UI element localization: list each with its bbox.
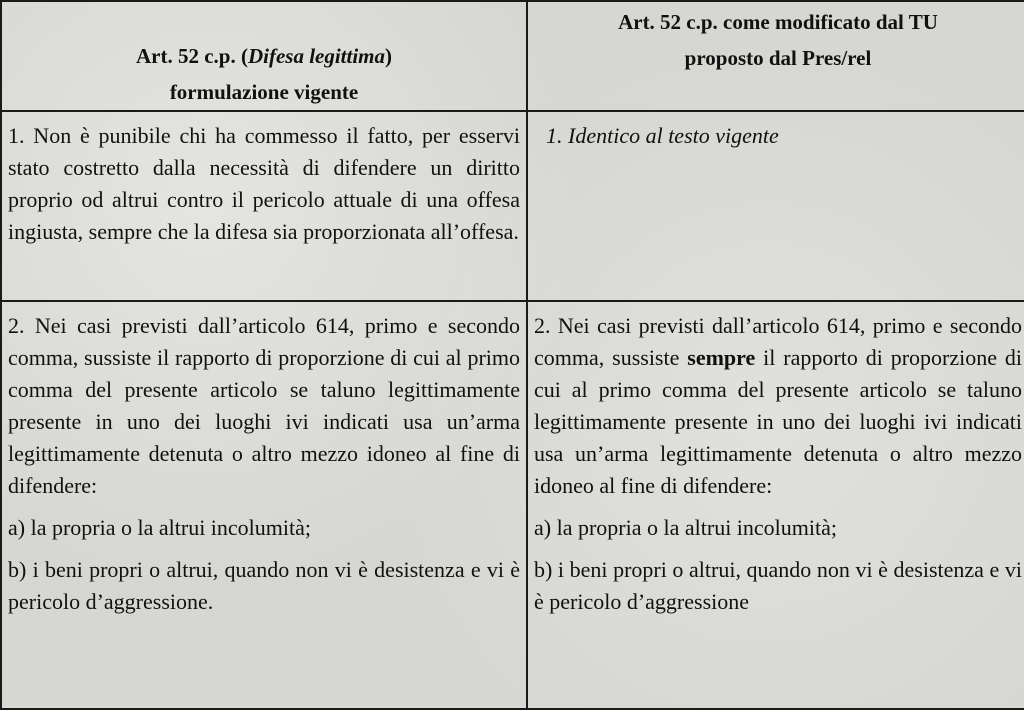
header-left-line1 xyxy=(2,38,526,74)
comma1-left xyxy=(2,112,526,248)
comma2-row xyxy=(1,301,1024,709)
header-row xyxy=(1,1,1024,111)
comma2-left-item-b: b) i beni propri o altrui, quando non vi è desistenza e vi è pericolo d’aggressione. xyxy=(8,557,520,614)
comma2-right-main-bold: sempre xyxy=(687,345,756,370)
comma2-right-item-b: b) i beni propri o altrui, quando non vi è desistenza e vi è pericolo d’aggressione xyxy=(534,557,1022,614)
comma1-row xyxy=(1,111,1024,301)
header-right-cell xyxy=(527,1,1024,111)
comma2-left xyxy=(2,302,526,618)
comma1-right xyxy=(528,112,1024,152)
comma2-left-item-a: a) la propria o la altrui incolumità; xyxy=(8,515,312,540)
comma2-right-main-after: il rapporto di proporzione di cui al primo comma del presente articolo se taluno legittimamente presente in uno dei luoghi ivi indicati usa un’arma legittimamente detenuta o altro mezzo idoneo al fine di difendere: xyxy=(534,345,1022,498)
header-left-cell xyxy=(1,1,527,111)
comma2-right-cell xyxy=(527,301,1024,709)
comma2-right-main-before: 2. Nei casi previsti dall’articolo 614, primo e secondo comma, sussiste xyxy=(534,313,1022,370)
comma2-left-cell xyxy=(1,301,527,709)
comma1-left-cell xyxy=(1,111,527,301)
header-right-line2: proposto dal Pres/rel xyxy=(684,46,872,70)
header-right xyxy=(528,2,1024,76)
comma1-right-text: 1. Identico al testo vigente xyxy=(546,123,779,148)
header-left-prefix: Art. 52 c.p. ( xyxy=(135,44,248,68)
comma2-right xyxy=(528,302,1024,618)
comma2-right-main xyxy=(534,310,1022,502)
comma2-left-main: 2. Nei casi previsti dall’articolo 614, primo e secondo comma, sussiste il rapporto di proporzione di cui al primo comma del presente articolo se taluno legittimamente presente in uno dei luoghi ivi indicati usa un’arma legittimamente detenuta o altro mezzo idoneo al fine di difendere: xyxy=(8,313,520,498)
header-left xyxy=(2,2,526,110)
header-left-line2: formulazione vigente xyxy=(169,80,359,104)
comma1-left-text: 1. Non è punibile chi ha commesso il fatto, per esservi stato costretto dalla necessità di difendere un diritto proprio od altrui contro il pericolo attuale di una offesa ingiusta, sempre che la difesa sia proporzionata all’offesa. xyxy=(8,123,520,244)
comma2-right-item-a: a) la propria o la altrui incolumità; xyxy=(534,515,838,540)
header-right-line1: Art. 52 c.p. come modificato dal TU xyxy=(618,10,938,34)
header-left-italic: Difesa legittima xyxy=(247,44,386,68)
header-left-suffix: ) xyxy=(385,44,393,68)
comma1-right-cell xyxy=(527,111,1024,301)
